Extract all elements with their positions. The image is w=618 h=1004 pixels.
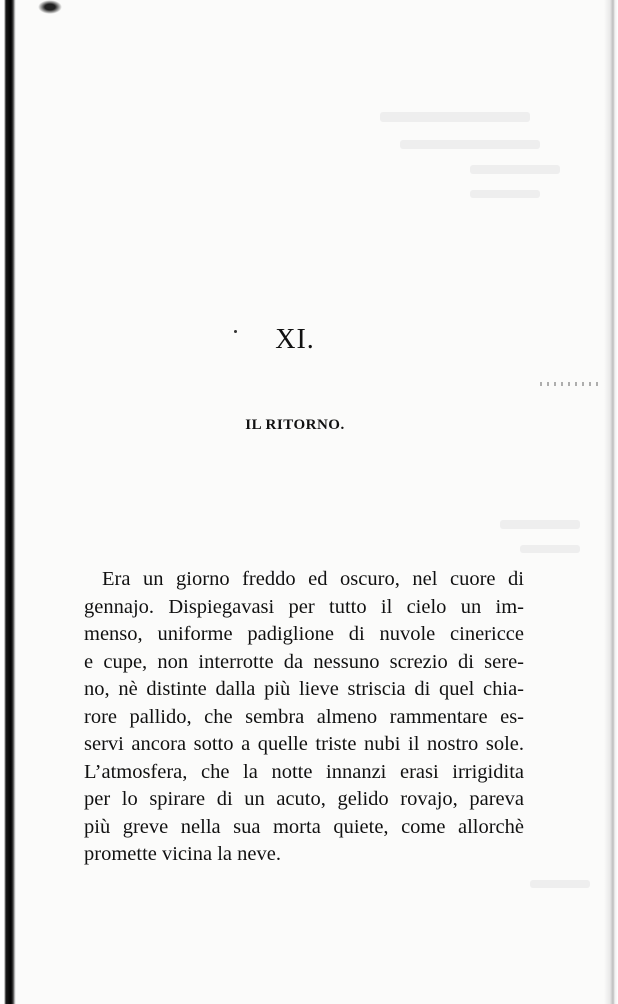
bleed-through-mark bbox=[380, 112, 530, 122]
text-line: Era un giorno freddo ed oscuro, nel cuore di bbox=[102, 568, 524, 590]
bleed-through-mark bbox=[500, 520, 580, 529]
chapter-title: IL RITORNO. bbox=[245, 417, 345, 433]
ink-blot bbox=[38, 0, 62, 14]
bleed-through-mark bbox=[470, 165, 560, 174]
text-line: no, nè distinte dalla più lieve striscia di quel chia- bbox=[84, 678, 524, 700]
text-line: gennajo. Dispiegavasi per tutto il cielo un im- bbox=[84, 595, 524, 618]
text-line: promette vicina la neve. bbox=[84, 843, 281, 865]
text-line: menso, uniforme padiglione di nuvole cinericce bbox=[84, 623, 524, 645]
text-line: L’atmosfera, che la notte innanzi erasi irrigidita bbox=[84, 760, 524, 783]
paragraph bbox=[84, 566, 524, 869]
text-line: e cupe, non interrotte da nessuno screzio di sere- bbox=[84, 650, 524, 673]
bleed-through-mark bbox=[530, 880, 590, 888]
text-line: rore pallido, che sembra almeno rammentare es- bbox=[84, 705, 524, 728]
chapter-number: XI. bbox=[275, 324, 315, 355]
bleed-through-mark bbox=[400, 140, 540, 149]
bleed-through-mark bbox=[520, 545, 580, 553]
text-line: servi ancora sotto a quelle triste nubi il nostro sole. bbox=[84, 733, 524, 755]
scan-artifact bbox=[540, 382, 600, 386]
page-edge-shadow bbox=[604, 0, 618, 1004]
text-line: per lo spirare di un acuto, gelido rovajo, pareva bbox=[84, 788, 524, 810]
text-line: più greve nella sua morta quiete, come allorchè bbox=[84, 815, 524, 838]
bleed-through-mark bbox=[470, 190, 540, 198]
book-spine-shadow bbox=[0, 0, 16, 1004]
